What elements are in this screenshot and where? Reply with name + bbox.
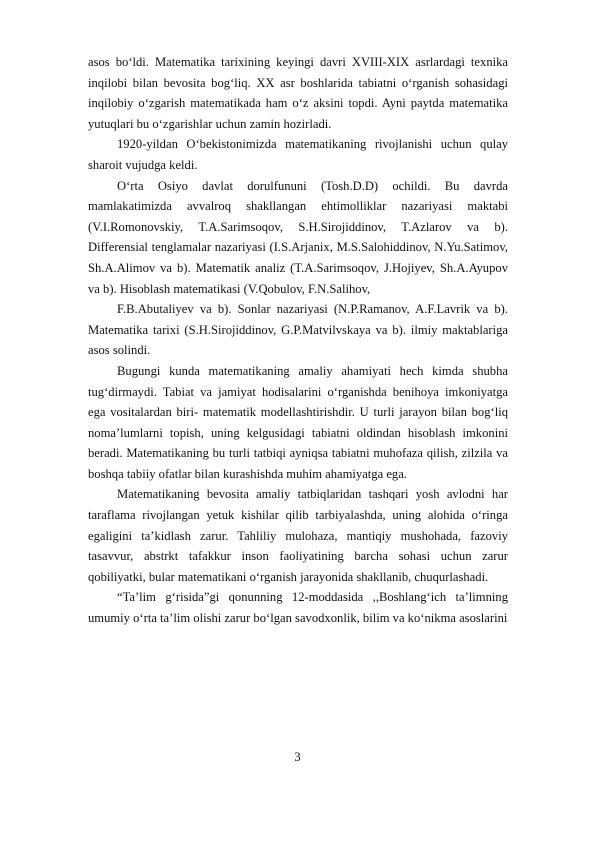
page-number: 3 bbox=[294, 750, 301, 764]
body-text bbox=[88, 52, 508, 629]
paragraph-2: 1920-yildan O‘bekistonimizda matematikaning rivojlanishi uchun qulay sharoit vujudga keldi. bbox=[88, 137, 508, 172]
paragraph-3: O‘rta Osiyo davlat dorulfununi (Tosh.D.D) ochildi. Bu davrda mamlakatimizda avvalroq shakllangan ehtimolliklar nazariyasi maktabi (V.I.Romonovskiy, T.A.Sarimsoqov, S.H.Sirojiddinov, T.Azlarov va b). Differensial tenglamalar nazariyasi (I.S.Arjanix, M.S.Salohiddinov, N.Yu.Satimov, Sh.A.Alimov va b). Matematik analiz (T.A.Sarimsoqov, J.Hojiyev, Sh.A.Ayupov va b). Hisoblash matematikasi (V.Qobulov, F.N.Salihov, bbox=[88, 178, 508, 296]
paragraph-5: Bugungi kunda matematikaning amaliy ahamiyati hech kimda shubha tug‘dirmaydi. Tabiat va jamiyat hodisalarini o‘rganishda benihoya imkoniyatga ega vositalardan biri- matematik modellashtirishdir. U turli jarayon bilan bog‘liq noma’lumlarni topish, uning kelgusidagi tabiatni oldindan hisoblash imkonini beradi. Matematikaning bu turli tatbiqi ayniqsa tabiatni muhofaza qilish, zilzila va boshqa tabiiy ofatlar bilan kurashishda muhim ahamiyatga ega. bbox=[88, 363, 508, 481]
paragraph-7: “Ta’lim g‘risida”gi qonunning 12-moddasida ,,Boshlang‘ich ta’limning umumiy o‘rta ta’lim olishi zarur bo‘lgan savodxonlik, bilim va ko‘nikma asoslarini bbox=[88, 590, 508, 626]
paragraph-6: Matematikaning bevosita amaliy tatbiqlaridan tashqari yosh avlodni har taraflama rivojlangan yetuk kishilar qilib tarbiyalashda, uning alohida o‘ringa egaligini ta’kidlash zarur. Tahliliy mulohaza, mantiqiy mushohada, fazoviy tasavvur, abstrkt tafakkur inson faoliyatining barcha sohasi uchun zarur qobiliyatki, bular matematikani o‘rganish jarayonida shakllanib, chuqurlashadi. bbox=[88, 487, 508, 584]
paragraph-4: F.B.Abutaliyev va b). Sonlar nazariyasi (N.P.Ramanov, A.F.Lavrik va b). Matematika tarixi (S.H.Sirojiddinov, G.P.Matvilvskaya va b). ilmiy maktablariga asos solindi. bbox=[88, 302, 508, 358]
paragraph-1: asos bo‘ldi. Matematika tarixining keyingi davri XVIII-XIX asrlardagi texnika inqilobi bilan bevosita bog‘liq. XX asr boshlarida tabiatni o‘rganish sohasidagi inqilobiy o‘zgarish matematikada ham o‘z aksini topdi. Ayni paytda matematika yutuqlari bu o‘zgarishlar uchun zamin hozirladi. bbox=[88, 55, 508, 131]
